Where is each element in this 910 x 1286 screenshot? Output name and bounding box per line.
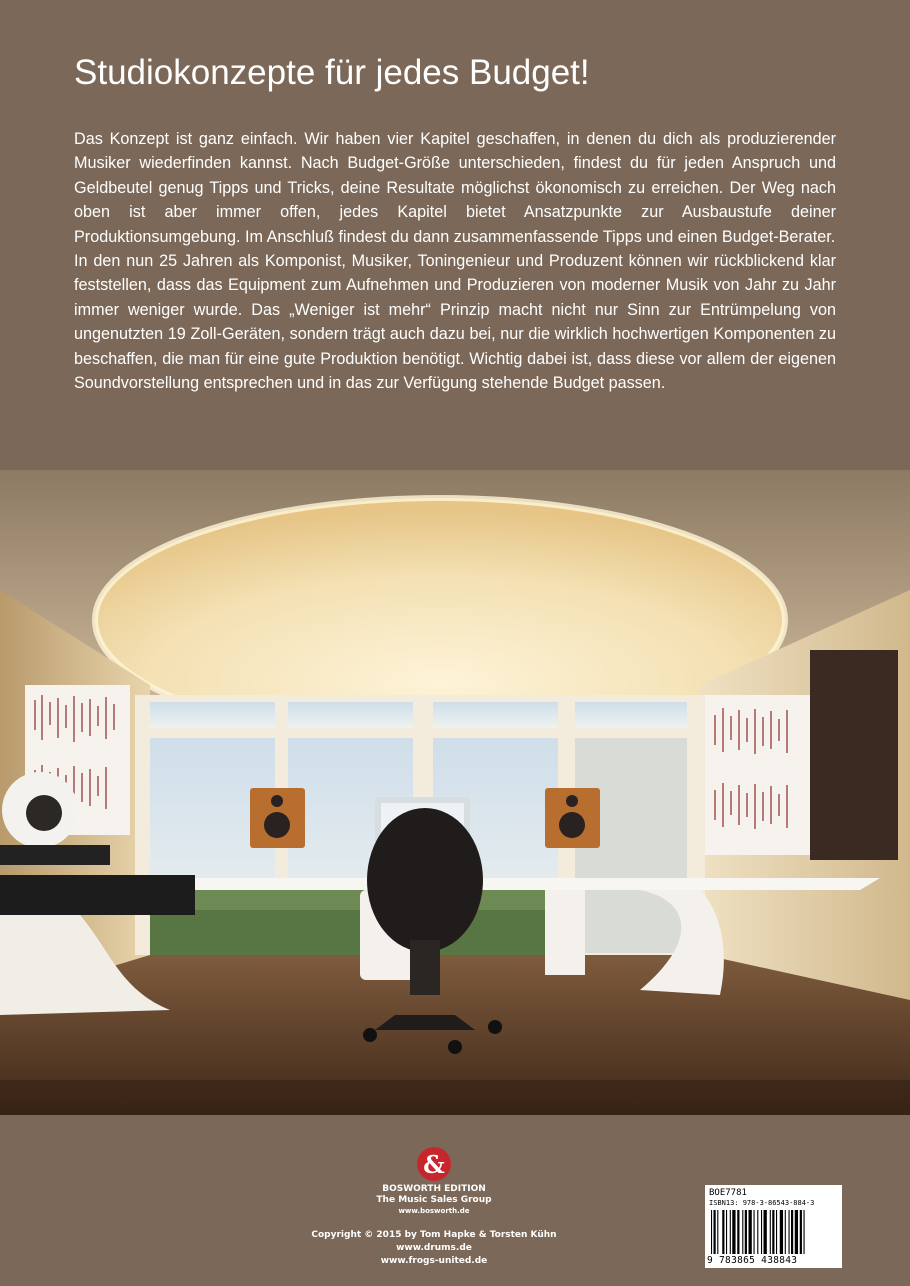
barcode-label — [705, 1185, 842, 1268]
paragraph-experience: In den nun 25 Jahren als Komponist, Musiker, Toningenieur und Produzent können wir rückblickend klar feststellen, dass das Equipment zum Aufnehmen und Produzieren von moderner Musik von Jahr zu Jahr immer weniger wurde. Das „Weniger ist mehr“ Prinzip macht nicht nur Sinn zur Entrümpelung von ungenutzten 19 Zoll-Geräten, sondern trägt auch dazu bei, nur die wirklich hochwertigen Komponenten zu beschaffen, die man für eine gute Produktion benötigt. Wichtig dabei ist, dass diese vor allem der eigenen Soundvorstellung entsprechen und in das zur Verfügung stehende Budget passen. — [74, 252, 836, 393]
paragraph-concept: Das Konzept ist ganz einfach. Wir haben vier Kapitel geschaffen, in denen du dich als produzierender Musiker wiederfinden kannst. Nach Budget-Größe unterschieden, findest du für jeden Anspruch und Geldbeutel genug Tipps und Tricks, deine Resultate möglichst ökonomisch zu erreichen. Der Weg nach oben ist aber immer offen, jedes Kapitel bietet Ansatzpunkte zur Ausbaustufe deiner Produktionsumgebung. Im Anschluß findest du dann zusammenfassende Tipps und einen Budget-Berater. — [74, 130, 836, 246]
text-section — [0, 0, 910, 470]
body-text — [74, 127, 836, 395]
publisher-name: BOSWORTH EDITION — [382, 1184, 486, 1194]
credits-block — [304, 1229, 564, 1268]
publisher-logo — [417, 1147, 451, 1181]
page-title: Studiokonzepte für jedes Budget! — [74, 53, 590, 92]
publisher-group: The Music Sales Group — [376, 1195, 492, 1205]
order-code: BOE7781 — [709, 1188, 747, 1198]
isbn-text: ISBN13: 978-3-86543-884-3 — [709, 1199, 815, 1207]
ean-number: 9 783865 438843 — [707, 1255, 798, 1266]
publisher-block — [334, 1184, 534, 1216]
barcode-bars — [711, 1210, 836, 1254]
publisher-website: www.bosworth.de — [398, 1207, 470, 1215]
url-drums: www.drums.de — [396, 1243, 472, 1253]
studio-photo — [0, 470, 910, 1115]
copyright-line: Copyright © 2015 by Tom Hapke & Torsten Kühn — [311, 1230, 557, 1240]
logo-glyph: & — [423, 1149, 445, 1179]
footer-section — [0, 1115, 910, 1286]
url-frogs: www.frogs-united.de — [380, 1256, 488, 1266]
